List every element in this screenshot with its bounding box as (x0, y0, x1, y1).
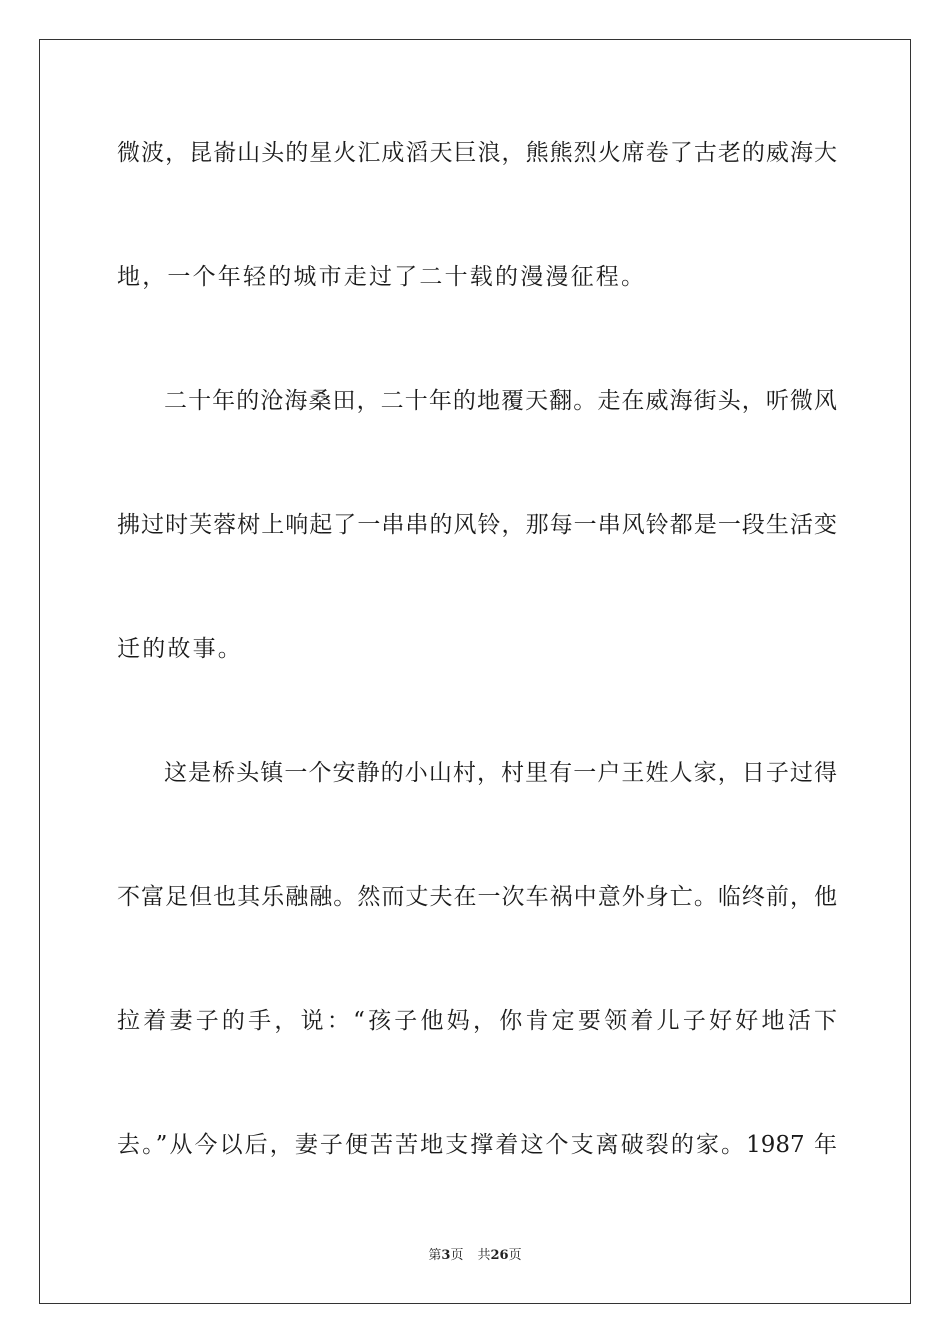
total-label-suffix: 页 (508, 1248, 522, 1263)
text-line: 拂过时芙蓉树上响起了一串串的风铃，那每一串风铃都是一段生活变 (117, 512, 837, 538)
text-line: 迁的故事。 (117, 636, 243, 662)
paragraph-start-line: 二十年的沧海桑田，二十年的地覆天翻。走在威海街头，听微风 (164, 388, 837, 414)
page-label-prefix: 第 (428, 1248, 442, 1263)
page-number: 3 (441, 1248, 451, 1263)
total-label-prefix: 共 (477, 1248, 491, 1263)
total-pages: 26 (490, 1248, 509, 1263)
page-label-suffix: 页 (450, 1248, 464, 1263)
text-line: 微波，昆嵛山头的星火汇成滔天巨浪，熊熊烈火席卷了古老的威海大 (117, 140, 837, 166)
text-line: 不富足但也其乐融融。然而丈夫在一次车祸中意外身亡。临终前，他 (117, 884, 837, 910)
text-line: 拉着妻子的手，说：“孩子他妈，你肯定要领着儿子好好地活下 (117, 1008, 837, 1034)
paragraph-start-line: 这是桥头镇一个安静的小山村，村里有一户王姓人家，日子过得 (164, 760, 837, 786)
page-border (39, 39, 911, 1304)
page-footer (0, 1248, 950, 1264)
text-line: 地，一个年轻的城市走过了二十载的漫漫征程。 (117, 264, 647, 290)
text-line: 去。”从今以后，妻子便苦苦地支撑着这个支离破裂的家。1987 年 (117, 1132, 837, 1158)
